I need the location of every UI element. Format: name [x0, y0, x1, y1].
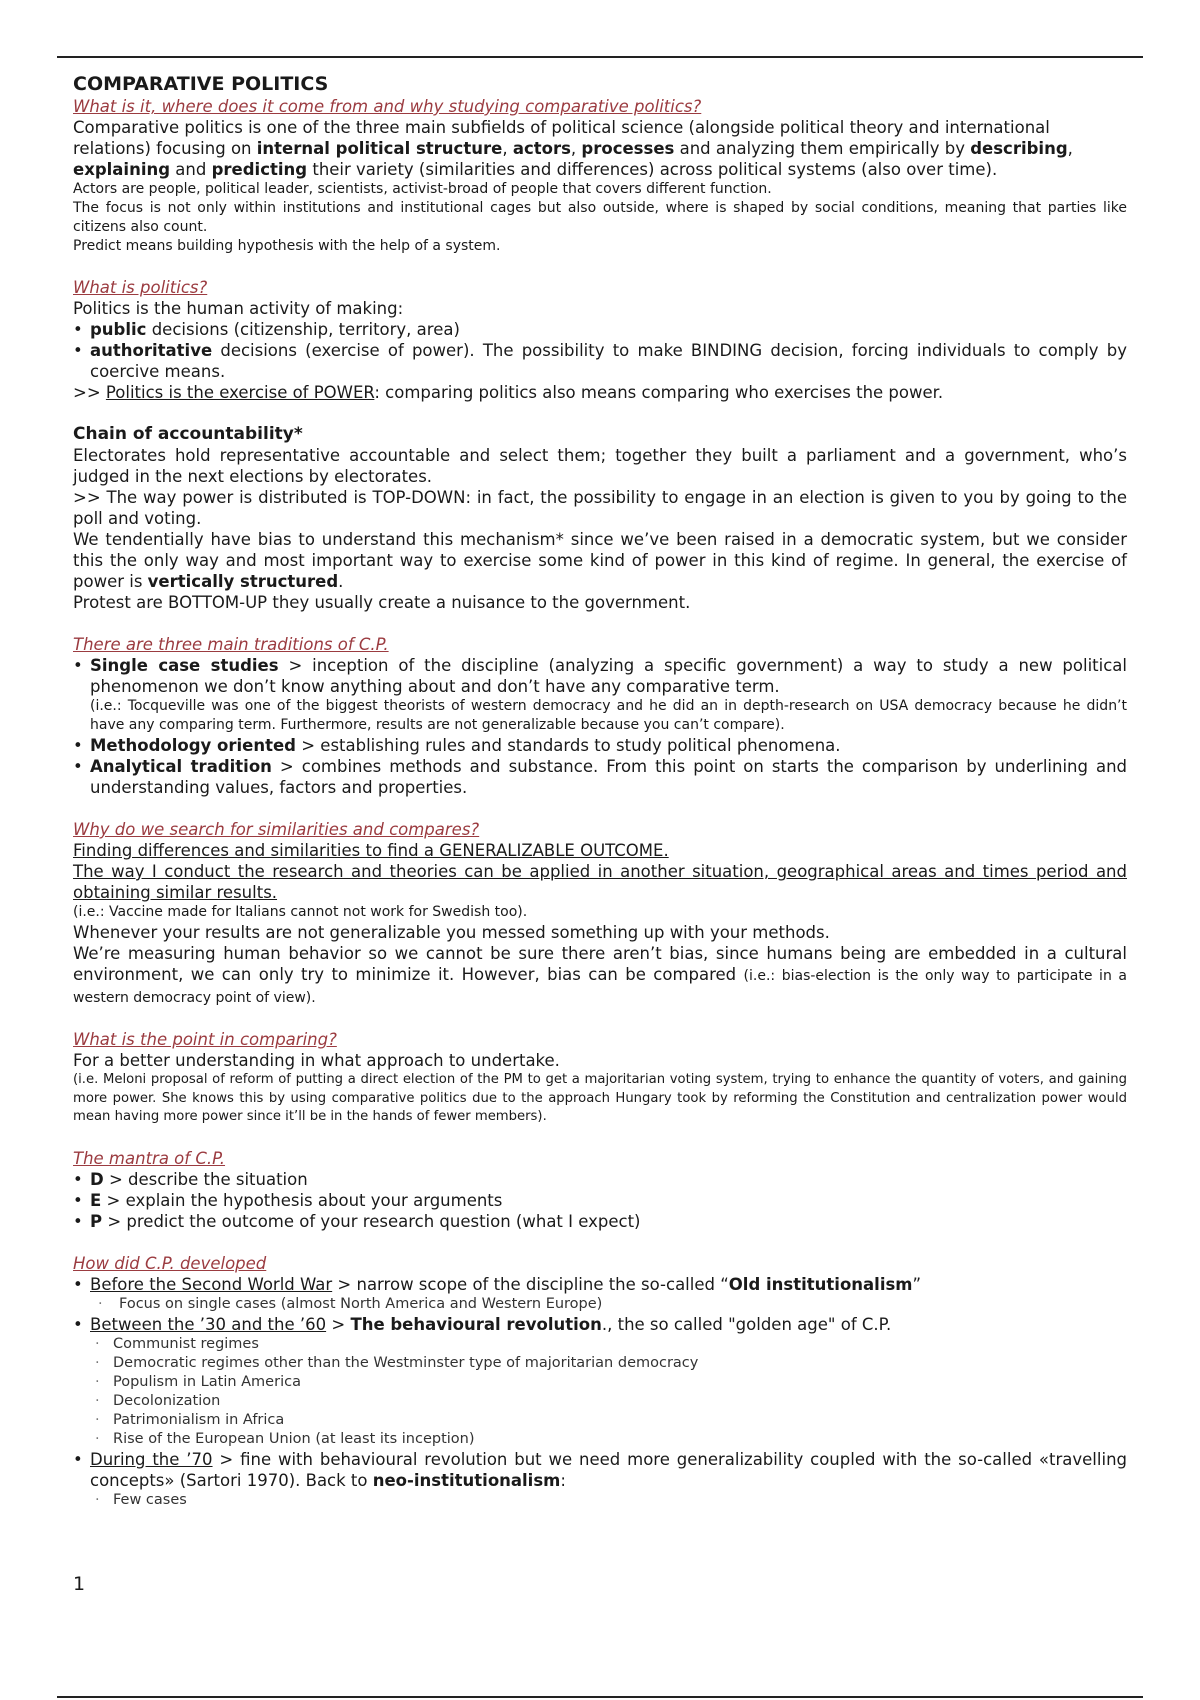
list-item: • Between the ’30 and the ’60 > The behavioural revolution., the so called "golden age" of C.P.	[73, 1314, 1127, 1335]
note-focus: The focus is not only within institutions and institutional cages but also outside, where is shaped by social conditions, meaning that parties like citizens also count.	[73, 200, 1127, 235]
list-item: • E > explain the hypothesis about your arguments	[73, 1190, 1127, 1211]
list-item: • authoritative decisions (exercise of power). The possibility to make BINDING decision, forcing individuals to comply by coercive means.	[73, 340, 1127, 382]
development-list-3	[73, 1449, 1127, 1491]
list-item: · Democratic regimes other than the Westminster type of majoritarian democracy	[73, 1354, 1127, 1373]
heading-chain-accountability: Chain of accountability*	[73, 424, 303, 444]
list-item: · Decolonization	[73, 1392, 1127, 1411]
heading-mantra: The mantra of C.P.	[73, 1148, 226, 1168]
list-item: • P > predict the outcome of your research question (what I expect)	[73, 1211, 1127, 1232]
heading-how-developed: How did C.P. developed	[73, 1253, 267, 1273]
accountability-p4: Protest are BOTTOM-UP they usually create a nuisance to the government.	[73, 593, 691, 612]
heading-point-comparing: What is the point in comparing?	[73, 1030, 337, 1049]
accountability-p1: Electorates hold representative accountable and select them; together they built a parliament and a government, who’s judged in the next elections by electorates.	[73, 446, 1127, 486]
bottom-rule	[57, 1696, 1143, 1698]
note-predict: Predict means building hypothesis with the help of a system.	[73, 238, 501, 254]
list-item: • Analytical tradition > combines methods and substance. From this point on starts the comparison by underlining and understanding values, factors and properties.	[73, 756, 1127, 798]
list-item: • public decisions (citizenship, territory, area)	[73, 319, 1127, 340]
note-actors: Actors are people, political leader, scientists, activist-broad of people that covers different function.	[73, 181, 772, 197]
paragraph-definition: Comparative politics is one of the three main subfields of political science (alongside political theory and international relations) focusing on internal political structure, actors, processes and analyzing them empirically by describing, explaining and predicting their variety (similarities and differences) across political systems (also over time).	[73, 118, 1073, 179]
page-title: COMPARATIVE POLITICS	[73, 73, 329, 95]
traditions-list	[73, 655, 1127, 798]
mantra-list	[73, 1169, 1127, 1232]
list-item: · Patrimonialism in Africa	[73, 1411, 1127, 1430]
heading-what-is-politics: What is politics?	[73, 278, 208, 297]
research-applied: The way I conduct the research and theories can be applied in another situation, geographical areas and times period and obtaining similar results.	[73, 862, 1127, 902]
methods-note: Whenever your results are not generalizable you messed something up with your methods.	[73, 923, 830, 942]
generalizable-outcome: Finding differences and similarities to find a GENERALIZABLE OUTCOME.	[73, 841, 669, 860]
politics-list	[73, 319, 1127, 382]
vaccine-note: (i.e.: Vaccine made for Italians cannot not work for Swedish too).	[73, 904, 528, 920]
list-item: · Rise of the European Union (at least its inception)	[73, 1430, 1127, 1449]
list-item: • During the ’70 > fine with behavioural revolution but we need more generalizability coupled with the so-called «travelling concepts» (Sartori 1970). Back to neo-institutionalism:	[73, 1449, 1127, 1491]
list-item: · Focus on single cases (almost North America and Western Europe)	[73, 1295, 1127, 1314]
sublist-neo-institutionalism	[73, 1491, 1127, 1510]
list-item: · Few cases	[73, 1491, 1127, 1510]
page-number: 1	[73, 1573, 86, 1595]
list-item: · Populism in Latin America	[73, 1373, 1127, 1392]
development-list	[73, 1274, 1127, 1295]
development-list-2	[73, 1314, 1127, 1335]
politics-intro: Politics is the human activity of making:	[73, 299, 404, 318]
list-item: • D > describe the situation	[73, 1169, 1127, 1190]
list-item: • Methodology oriented > establishing rules and standards to study political phenomena.	[73, 735, 1127, 756]
list-item: • Before the Second World War > narrow scope of the discipline the so-called “Old institutionalism”	[73, 1274, 1127, 1295]
list-item: · Communist regimes	[73, 1335, 1127, 1354]
meloni-note: (i.e. Meloni proposal of reform of putting a direct election of the PM to get a majoritarian voting system, trying to enhance the quantity of voters, and gaining more power. She knows this by using comparative politics due to the approach Hungary took by reforming the Constitution and centralization power would mean having more power since it’ll be in the hands of fewer members).	[73, 1072, 1127, 1124]
comparing-purpose: For a better understanding in what approach to undertake.	[73, 1051, 560, 1070]
bias-paragraph: We’re measuring human behavior so we cannot be sure there aren’t bias, since humans being are embedded in a cultural environment, we can only try to minimize it. However, bias can be compared (i.e.: bias-election is the only way to participate in a western democracy point of view).	[73, 944, 1127, 1006]
list-item: • Single case studies > inception of the discipline (analyzing a specific government) a way to study a new political phenomenon we don’t know anything about and don’t have any comparative term. (i.e.: Tocqueville was one of the biggest theorists of western democracy and he did an in depth-research on USA democracy because he didn’t have any comparing term. Furthermore, results are not generalizable because you can’t compare).	[73, 655, 1127, 735]
accountability-p3: We tendentially have bias to understand this mechanism* since we’ve been raised in a democratic system, but we consider this the only way and most important way to exercise some kind of power in this kind of regime. In general, the exercise of power is vertically structured.	[73, 530, 1127, 591]
sublist-before-ww2	[73, 1295, 1127, 1314]
accountability-p2: >> The way power is distributed is TOP-DOWN: in fact, the possibility to engage in an election is given to you by going to the poll and voting.	[73, 488, 1127, 528]
document-body	[73, 72, 1127, 1510]
top-rule	[57, 56, 1143, 58]
tocqueville-note: (i.e.: Tocqueville was one of the biggest theorists of western democracy and he did an in depth-research on USA democracy because he didn’t have any comparing term. Furthermore, results are not generalizable because you can’t compare).	[90, 698, 1127, 733]
sublist-behavioural	[73, 1335, 1127, 1449]
heading-what-is-it: What is it, where does it come from and why studying comparative politics?	[73, 97, 702, 116]
heading-three-traditions: There are three main traditions of C.P.	[73, 635, 389, 654]
politics-power-note: >> Politics is the exercise of POWER: comparing politics also means comparing who exercises the power.	[73, 383, 944, 402]
heading-why-similarities: Why do we search for similarities and compares?	[73, 820, 480, 839]
